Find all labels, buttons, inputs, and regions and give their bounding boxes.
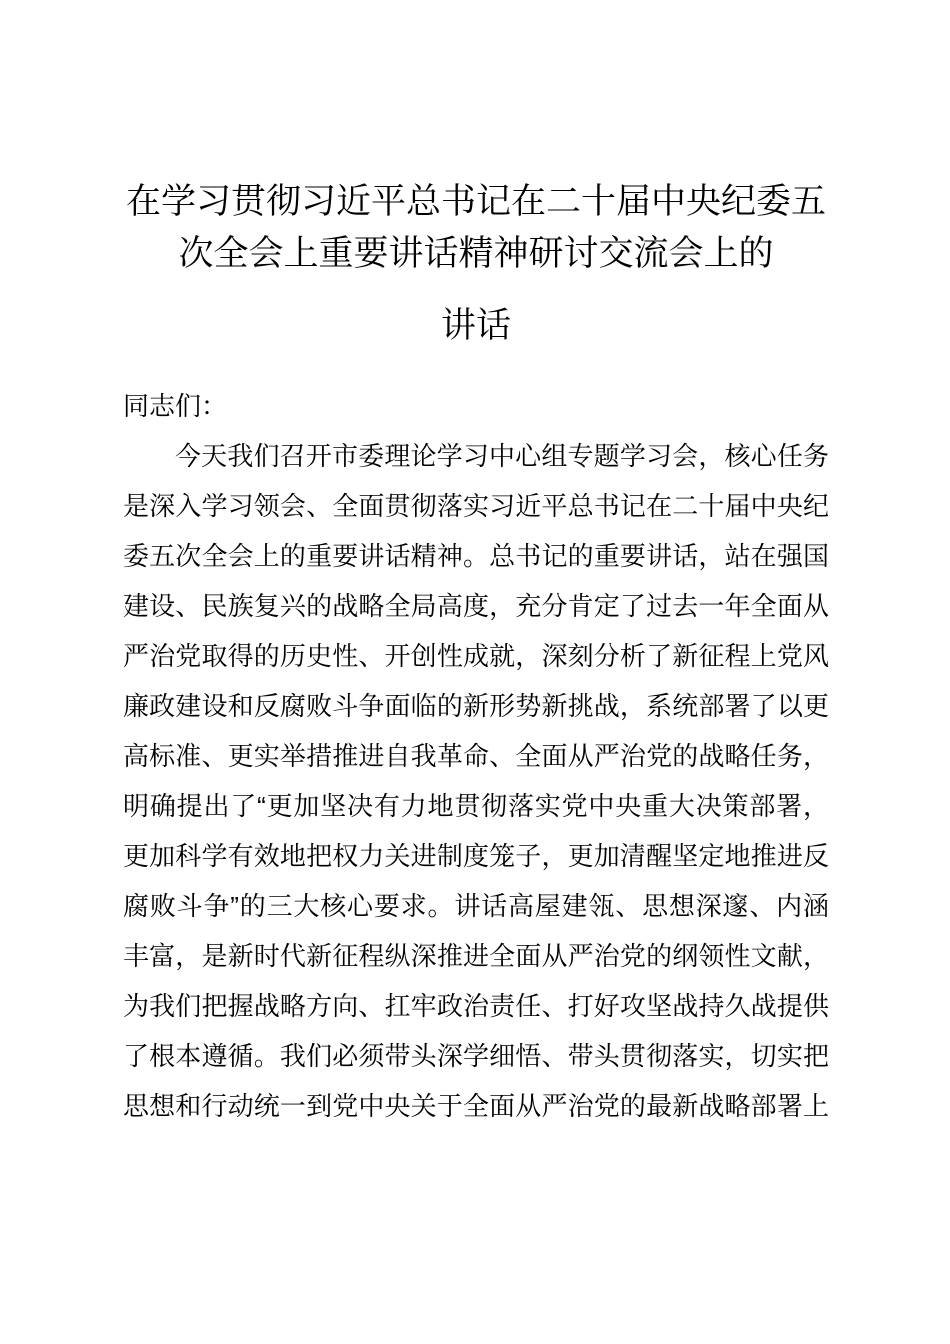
body-line: 严治党取得的历史性、开创性成就，深刻分析了新征程上党风 — [123, 641, 829, 671]
body-line: 思想和行动统一到党中央关于全面从严治党的最新战略部署上 — [123, 1091, 829, 1121]
document-title — [123, 176, 829, 352]
body-line: 腐败斗争”的三大核心要求。讲话高屋建瓴、思想深邃、内涵 — [123, 891, 829, 921]
body-line: 更加科学有效地把权力关进制度笼子，更加清醒坚定地推进反 — [123, 841, 829, 871]
title-line: 讲话 — [440, 306, 511, 345]
body-line: 建设、民族复兴的战略全局高度，充分肯定了过去一年全面从 — [123, 591, 829, 621]
body-line: 高标准、更实举措推进自我革命、全面从严治党的战略任务， — [123, 741, 829, 771]
body-line: 明确提出了“更加坚决有力地贯彻落实党中央重大决策部署， — [123, 791, 829, 821]
body-line: 了根本遵循。我们必须带头深学细悟、带头贯彻落实，切实把 — [123, 1041, 829, 1071]
body-line: 为我们把握战略方向、扛牢政治责任、打好攻坚战持久战提供 — [123, 991, 829, 1021]
body-line: 丰富，是新时代新征程纵深推进全面从严治党的纲领性文献， — [123, 941, 829, 971]
document-body — [123, 381, 829, 1131]
title-line: 次全会上重要讲话精神研讨交流会上的 — [178, 234, 774, 273]
body-line: 廉政建设和反腐败斗争面临的新形势新挑战，系统部署了以更 — [123, 691, 829, 721]
salutation-line: 同志们： — [123, 391, 228, 421]
body-line: 今天我们召开市委理论学习中心组专题学习会，核心任务 — [175, 441, 829, 471]
body-line: 委五次全会上的重要讲话精神。总书记的重要讲话，站在强国 — [123, 541, 829, 571]
title-line: 在学习贯彻习近平总书记在二十届中央纪委五 — [125, 182, 826, 221]
body-line: 是深入学习领会、全面贯彻落实习近平总书记在二十届中央纪 — [123, 491, 829, 521]
